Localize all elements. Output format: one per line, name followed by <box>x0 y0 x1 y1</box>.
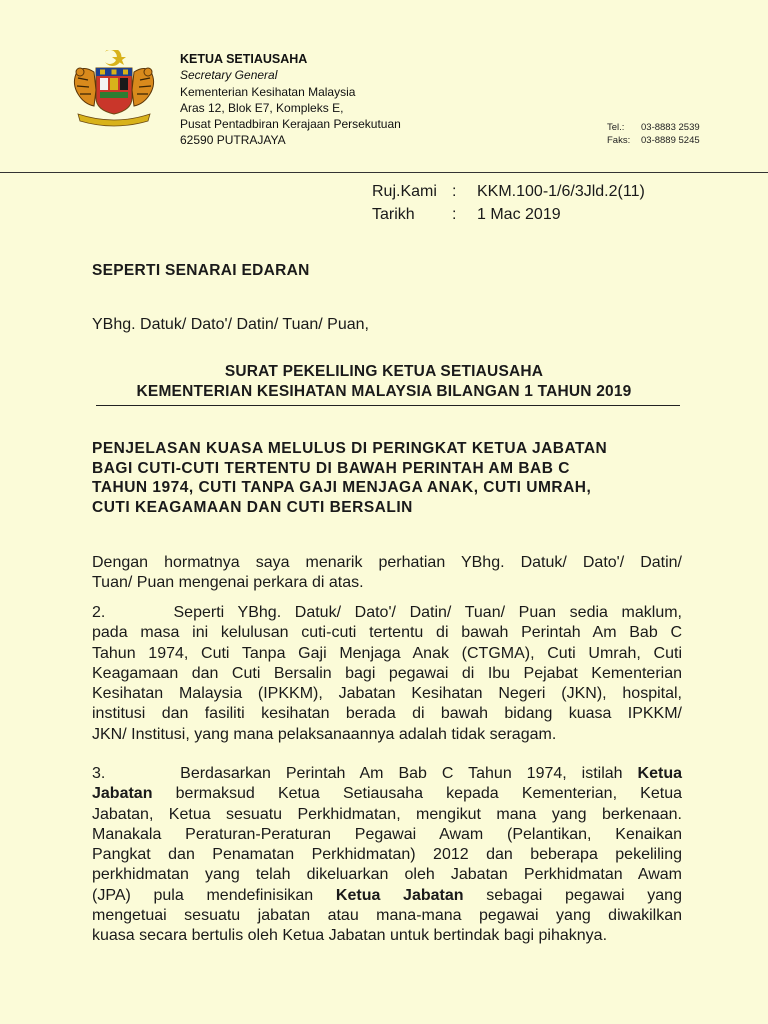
letterhead <box>180 51 401 149</box>
subject-line: CUTI KEAGAMAAN DAN CUTI BERSALIN <box>92 498 413 516</box>
header-divider <box>0 172 768 173</box>
paragraph-line: Manakala Peraturan-Peraturan Pegawai Awam (Pelantikan, Kenaikan <box>92 825 682 843</box>
paragraph-3 <box>92 764 682 947</box>
ref-colon: : <box>452 183 457 200</box>
paragraph-line: 2. Seperti YBhg. Datuk/ Dato'/ Datin/ Tuan/ Puan sedia maklum, <box>92 604 682 621</box>
office-subtitle: Secretary General <box>180 68 278 83</box>
paragraph-line: Pangkat dan Penamatan Perkhidmatan) 2012 dan beberapa pekeliling <box>92 846 682 864</box>
ref-label: Ruj.Kami <box>372 183 437 200</box>
subject-heading <box>92 439 692 517</box>
date-colon: : <box>452 206 457 223</box>
circular-title-line: KEMENTERIAN KESIHATAN MALAYSIA BILANGAN 1 TAHUN 2019 <box>136 383 632 400</box>
paragraph-line <box>92 886 682 906</box>
address-line: Pusat Pentadbiran Kerajaan Persekutuan <box>180 117 401 132</box>
date-label: Tarikh <box>372 206 415 223</box>
paragraph-line: Tuan/ Puan mengenai perkara di atas. <box>92 574 364 592</box>
paragraph-2 <box>92 603 682 745</box>
paragraph-line: mengetuai sesuatu jabatan atau mana-mana pegawai yang diwakilkan <box>92 907 682 925</box>
paragraph-line: institusi dan fasiliti kesihatan berada di bawah bidang kuasa IPKKM/ <box>92 705 682 723</box>
paragraph-line: kuasa secara bertulis oleh Ketua Jabatan untuk bertindak bagi pihaknya. <box>92 927 608 945</box>
paragraph-line <box>92 764 682 784</box>
paragraph-line: JKN/ Institusi, yang mana pelaksanaannya adalah tidak seragam. <box>92 725 557 743</box>
tel-number: 03-8883 2539 <box>641 122 700 133</box>
paragraph-line: pada masa ini kelulusan cuti-cuti tertentu di bawah Perintah Am Bab C <box>92 624 682 642</box>
text-run: bermaksud Ketua Setiausaha kepada Kementerian, Ketua <box>175 785 682 803</box>
subject-line: TAHUN 1974, CUTI TANPA GAJI MENJAGA ANAK, CUTI UMRAH, <box>92 479 592 496</box>
paragraph-line: Kesihatan Malaysia (IPKKM), Jabatan Kesihatan Negeri (JKN), hospital, <box>92 685 682 703</box>
text-run: 3. Berdasarkan Perintah Am Bab C Tahun 1974, istilah <box>92 765 623 782</box>
fax-number: 03-8889 5245 <box>641 134 700 146</box>
paragraph-line: Jabatan, Ketua sesuatu Perkhidmatan, mengikut mana yang berkenaan. <box>92 805 682 823</box>
subject-line: PENJELASAN KUASA MELULUS DI PERINGKAT KETUA JABATAN <box>92 440 608 457</box>
bold-term: Jabatan <box>92 785 153 803</box>
paragraph-line <box>92 784 682 804</box>
address-line: Kementerian Kesihatan Malaysia <box>180 84 356 99</box>
distribution-heading: SEPERTI SENARAI EDARAN <box>92 262 310 279</box>
salutation: YBhg. Datuk/ Dato'/ Datin/ Tuan/ Puan, <box>92 316 369 333</box>
text-run: (JPA) pula mendefinisikan <box>92 886 314 904</box>
tel-label: Tel.: <box>607 122 625 133</box>
address-line: Aras 12, Blok E7, Kompleks E, <box>180 100 344 115</box>
ref-value: KKM.100-1/6/3Jld.2(11) <box>477 183 645 200</box>
paragraph-line: Keagamaan dan Cuti Bersalin bagi pegawai di Ibu Pejabat Kementerian <box>92 664 682 682</box>
address-line: 62590 PUTRAJAYA <box>180 133 286 148</box>
reference-block <box>372 180 645 226</box>
bold-term: Ketua Jabatan <box>335 886 464 904</box>
paragraph-1 <box>92 553 682 594</box>
fax-label: Faks: <box>607 134 631 146</box>
circular-title-line: SURAT PEKELILING KETUA SETIAUSAHA <box>224 363 544 380</box>
office-title: KETUA SETIAUSAHA <box>180 52 308 66</box>
bold-term: Ketua <box>637 765 682 782</box>
circular-title <box>88 362 680 402</box>
date-value: 1 Mac 2019 <box>477 206 561 223</box>
text-run: sebagai pegawai yang <box>486 886 682 904</box>
title-underline <box>96 405 680 406</box>
subject-line: BAGI CUTI-CUTI TERTENTU DI BAWAH PERINTAH AM BAB C <box>92 459 570 477</box>
contact-block <box>607 122 700 147</box>
malaysia-coat-of-arms-logo <box>64 50 164 130</box>
paragraph-line: Dengan hormatnya saya menarik perhatian YBhg. Datuk/ Dato'/ Datin/ <box>92 554 682 571</box>
paragraph-line: Tahun 1974, Cuti Tanpa Gaji Menjaga Anak (CTGMA), Cuti Umrah, Cuti <box>92 644 682 662</box>
paragraph-line: perkhidmatan yang telah dikeluarkan oleh Jabatan Perkhidmatan Awam <box>92 866 682 884</box>
